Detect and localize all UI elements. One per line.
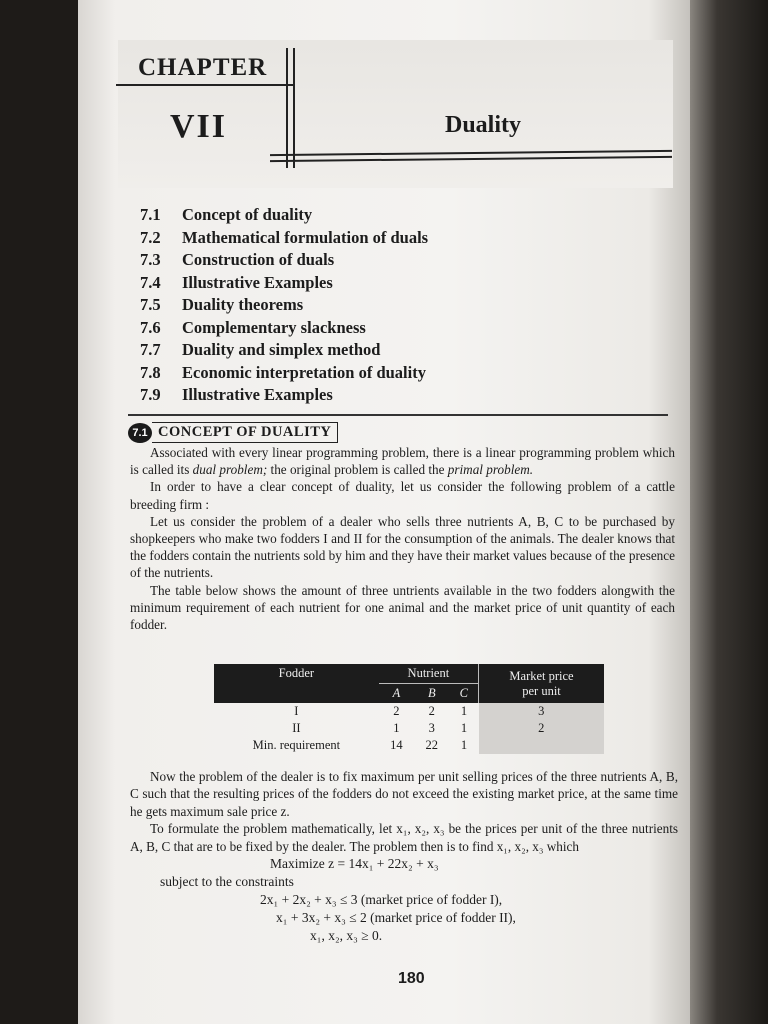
toc-item: 7.3 Construction of duals xyxy=(140,250,335,269)
paragraph: In order to have a clear concept of duality, let us consider the following problem of a cattle breeding firm : xyxy=(130,479,675,512)
paragraph: The table below shows the amount of three untrients available in the two fodders alongwith the minimum requirement of each nutrient for one animal and the market price of unit quantity of each fodder. xyxy=(130,582,675,633)
toc-item: 7.2 Mathematical formulation of duals xyxy=(140,227,429,247)
paragraph: Associated with every linear programming problem, there is a linear programming problem which is called its dual problem; the original problem is called the primal problem. xyxy=(130,445,675,478)
objective-function: Maximize z = 14x₁ + 22x₂ + x₃ xyxy=(270,856,439,872)
body-text xyxy=(130,444,675,633)
nutrient-table xyxy=(214,664,604,754)
constraint-1: 2x₁ + 2x₂ + x₃ ≤ 3 (market price of fodder I), xyxy=(260,892,503,908)
constraints-label: subject to the constraints xyxy=(160,874,294,890)
toc-item: 7.6 Complementary slackness xyxy=(140,317,366,337)
section-heading xyxy=(128,422,338,443)
constraint-3: x₁, x₂, x₃ ≥ 0. xyxy=(310,928,383,944)
section-title: CONCEPT OF DUALITY xyxy=(152,422,338,443)
toc-item: 7.4 Illustrative Examples xyxy=(140,272,333,292)
section-divider xyxy=(128,414,668,416)
chapter-number: VII xyxy=(170,108,228,145)
column-header: C xyxy=(449,684,478,704)
column-header: A xyxy=(379,684,414,704)
paragraph: To formulate the problem mathematically, let x₁, x₂, x₃ be the prices per unit of the three nutrients A, B, C that are to be fixed by the dealer. The problem then is to find x₁, x₂, x₃ which xyxy=(130,821,678,854)
header-vertical-rule xyxy=(286,48,288,168)
page-edge-shadow xyxy=(690,0,768,1024)
toc-item: 7.7 Duality and simplex method xyxy=(140,340,381,359)
column-header: Nutrient xyxy=(379,664,479,684)
chapter-label: CHAPTER xyxy=(138,54,268,81)
toc-item: 7.5 Duality theorems xyxy=(140,295,304,314)
header-rule-top xyxy=(116,84,294,86)
page-number: 180 xyxy=(398,970,425,987)
table-row: I 2 2 1 3 xyxy=(214,703,604,720)
paragraph: Let us consider the problem of a dealer who sells three nutrients A, B, C to be purchased by shopkeepers who make two fodders I and II for the consumption of the animals. The dealer knows that the fodders contain the nutrients sold by him and they have their market values because of the presence of the nutrients. xyxy=(130,513,675,581)
column-header: B xyxy=(414,684,449,704)
chapter-contents xyxy=(140,204,660,407)
column-header: Fodder xyxy=(214,664,379,703)
chapter-title: Duality xyxy=(445,112,522,138)
toc-item: 7.9 Illustrative Examples xyxy=(140,385,333,404)
table-row: II 1 3 1 2 xyxy=(214,720,604,737)
constraint-2: x₁ + 3x₂ + x₃ ≤ 2 (market price of fodder II), xyxy=(276,910,516,926)
column-header: Market price per unit xyxy=(479,664,604,703)
body-text-lower xyxy=(130,768,678,945)
paragraph: Now the problem of the dealer is to fix maximum per unit selling prices of the three nutrients A, B, C such that the resulting prices of the fodders do not exceed the existing market price, at the same time he gets maximum sale price z. xyxy=(130,769,678,819)
header-vertical-rule-2 xyxy=(293,48,295,168)
toc-item: 7.8 Economic interpretation of duality xyxy=(140,362,426,382)
table-row: Min. requirement 14 22 1 xyxy=(214,737,604,754)
section-number-badge: 7.1 xyxy=(128,423,152,443)
toc-item: 7.1 Concept of duality xyxy=(140,205,313,224)
